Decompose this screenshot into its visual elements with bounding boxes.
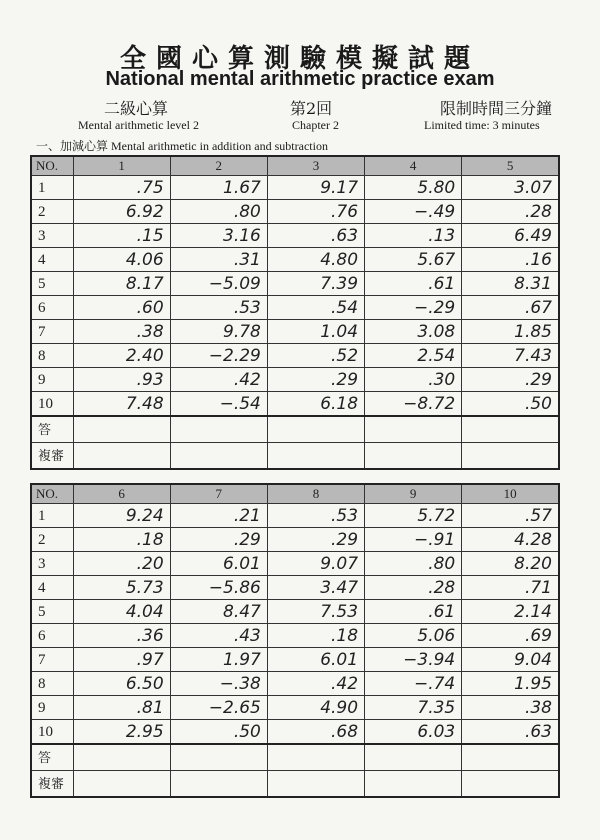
number-cell: −8.72 — [365, 392, 462, 417]
number-cell: .75 — [73, 176, 170, 200]
row-number: 6 — [31, 624, 73, 648]
column-number: 8 — [267, 484, 364, 504]
review-box[interactable] — [365, 443, 462, 470]
number-cell: 6.03 — [365, 720, 462, 745]
number-cell: −2.29 — [170, 344, 267, 368]
number-cell: 6.50 — [73, 672, 170, 696]
number-cell: 8.17 — [73, 272, 170, 296]
number-cell: −2.65 — [170, 696, 267, 720]
column-number: 1 — [73, 156, 170, 176]
number-cell: .29 — [170, 528, 267, 552]
number-cell: .93 — [73, 368, 170, 392]
review-box[interactable] — [462, 771, 559, 798]
number-cell: .21 — [170, 504, 267, 528]
number-cell: .42 — [170, 368, 267, 392]
number-cell: .36 — [73, 624, 170, 648]
problem-row — [31, 648, 559, 672]
number-cell: 6.49 — [462, 224, 559, 248]
number-cell: .61 — [365, 272, 462, 296]
number-cell: .81 — [73, 696, 170, 720]
number-cell: 8.47 — [170, 600, 267, 624]
row-number: 10 — [31, 392, 73, 417]
number-cell: .97 — [73, 648, 170, 672]
answer-box[interactable] — [365, 744, 462, 771]
review-box[interactable] — [170, 443, 267, 470]
review-box[interactable] — [170, 771, 267, 798]
number-cell: 7.48 — [73, 392, 170, 417]
number-cell: 4.06 — [73, 248, 170, 272]
answer-label: 答 — [31, 416, 73, 443]
number-cell: 7.43 — [462, 344, 559, 368]
number-cell: 5.80 — [365, 176, 462, 200]
number-cell: 5.72 — [365, 504, 462, 528]
number-cell: .16 — [462, 248, 559, 272]
number-cell: 4.90 — [267, 696, 364, 720]
number-cell: 1.04 — [267, 320, 364, 344]
number-cell: 5.67 — [365, 248, 462, 272]
row-number: 2 — [31, 528, 73, 552]
number-cell: 1.85 — [462, 320, 559, 344]
row-number: 9 — [31, 696, 73, 720]
problem-row — [31, 248, 559, 272]
row-number: 9 — [31, 368, 73, 392]
column-number: 2 — [170, 156, 267, 176]
answer-row — [31, 416, 559, 443]
row-number: 5 — [31, 600, 73, 624]
number-cell: 9.17 — [267, 176, 364, 200]
number-cell: 3.08 — [365, 320, 462, 344]
number-cell: 2.40 — [73, 344, 170, 368]
row-number: 10 — [31, 720, 73, 745]
review-box[interactable] — [365, 771, 462, 798]
number-cell: .42 — [267, 672, 364, 696]
problem-row — [31, 528, 559, 552]
number-cell: 3.47 — [267, 576, 364, 600]
number-cell: .53 — [267, 504, 364, 528]
header-row — [31, 156, 559, 176]
time-limit-english: Limited time: 3 minutes — [424, 118, 540, 132]
review-row — [31, 771, 559, 798]
number-cell: −.29 — [365, 296, 462, 320]
number-cell: .50 — [462, 392, 559, 417]
no-header: NO. — [31, 484, 73, 504]
number-cell: 1.95 — [462, 672, 559, 696]
problem-row — [31, 320, 559, 344]
row-number: 4 — [31, 248, 73, 272]
problem-row — [31, 176, 559, 200]
number-cell: .50 — [170, 720, 267, 745]
row-number: 2 — [31, 200, 73, 224]
number-cell: 7.53 — [267, 600, 364, 624]
problem-row — [31, 504, 559, 528]
problem-row — [31, 600, 559, 624]
row-number: 5 — [31, 272, 73, 296]
problem-row — [31, 720, 559, 745]
number-cell: .18 — [267, 624, 364, 648]
number-cell: 5.73 — [73, 576, 170, 600]
number-cell: −.54 — [170, 392, 267, 417]
number-cell: .61 — [365, 600, 462, 624]
review-row — [31, 443, 559, 470]
number-cell: 2.14 — [462, 600, 559, 624]
number-cell: .53 — [170, 296, 267, 320]
review-box[interactable] — [73, 771, 170, 798]
answer-box[interactable] — [170, 744, 267, 771]
column-number: 10 — [462, 484, 559, 504]
problem-row — [31, 696, 559, 720]
number-cell: .30 — [365, 368, 462, 392]
row-number: 3 — [31, 552, 73, 576]
problem-table-2 — [30, 483, 560, 798]
row-number: 1 — [31, 176, 73, 200]
row-number: 8 — [31, 344, 73, 368]
answer-box[interactable] — [462, 744, 559, 771]
number-cell: 4.28 — [462, 528, 559, 552]
level-english: Mental arithmetic level 2 — [78, 118, 199, 132]
number-cell: 9.07 — [267, 552, 364, 576]
number-cell: .20 — [73, 552, 170, 576]
answer-box[interactable] — [170, 416, 267, 443]
problem-row — [31, 224, 559, 248]
column-number: 3 — [267, 156, 364, 176]
number-cell: .76 — [267, 200, 364, 224]
problem-row — [31, 552, 559, 576]
number-cell: 2.54 — [365, 344, 462, 368]
problem-row — [31, 344, 559, 368]
answer-box[interactable] — [73, 744, 170, 771]
number-cell: 7.35 — [365, 696, 462, 720]
problem-row — [31, 272, 559, 296]
number-cell: 3.07 — [462, 176, 559, 200]
chapter-chinese: 第2回 — [290, 99, 333, 118]
number-cell: −5.86 — [170, 576, 267, 600]
number-cell: .67 — [462, 296, 559, 320]
number-cell: .68 — [267, 720, 364, 745]
number-cell: .28 — [462, 200, 559, 224]
problem-table-1 — [30, 155, 560, 470]
review-box[interactable] — [73, 443, 170, 470]
level-chinese: 二級心算 — [104, 99, 169, 118]
number-cell: .28 — [365, 576, 462, 600]
number-cell: −.91 — [365, 528, 462, 552]
problem-row — [31, 392, 559, 417]
row-number: 7 — [31, 320, 73, 344]
answer-row — [31, 744, 559, 771]
row-number: 7 — [31, 648, 73, 672]
number-cell: 8.20 — [462, 552, 559, 576]
number-cell: .60 — [73, 296, 170, 320]
time-limit-chinese: 限制時間三分鐘 — [440, 99, 553, 118]
review-box[interactable] — [267, 443, 364, 470]
number-cell: 9.04 — [462, 648, 559, 672]
exam-title-chinese: 全國心算測驗模擬試題 — [119, 44, 480, 74]
column-number: 6 — [73, 484, 170, 504]
column-number: 5 — [462, 156, 559, 176]
row-number: 6 — [31, 296, 73, 320]
number-cell: 5.06 — [365, 624, 462, 648]
answer-box[interactable] — [267, 744, 364, 771]
column-number: 4 — [365, 156, 462, 176]
answer-label: 答 — [31, 744, 73, 771]
number-cell: 4.80 — [267, 248, 364, 272]
row-number: 8 — [31, 672, 73, 696]
number-cell: .31 — [170, 248, 267, 272]
number-cell: .80 — [365, 552, 462, 576]
chapter-english: Chapter 2 — [292, 118, 339, 132]
number-cell: 9.24 — [73, 504, 170, 528]
problem-row — [31, 672, 559, 696]
row-number: 3 — [31, 224, 73, 248]
review-label: 複審 — [31, 443, 73, 470]
review-label: 複審 — [31, 771, 73, 798]
number-cell: .54 — [267, 296, 364, 320]
number-cell: −.38 — [170, 672, 267, 696]
row-number: 4 — [31, 576, 73, 600]
answer-box[interactable] — [73, 416, 170, 443]
number-cell: 4.04 — [73, 600, 170, 624]
number-cell: −3.94 — [365, 648, 462, 672]
answer-box[interactable] — [462, 416, 559, 443]
number-cell: 9.78 — [170, 320, 267, 344]
number-cell: .13 — [365, 224, 462, 248]
review-box[interactable] — [462, 443, 559, 470]
number-cell: .63 — [267, 224, 364, 248]
column-number: 7 — [170, 484, 267, 504]
number-cell: .15 — [73, 224, 170, 248]
problem-row — [31, 624, 559, 648]
number-cell: .38 — [462, 696, 559, 720]
section-title: 一、加減心算 Mental arithmetic in addition and subtraction — [36, 139, 328, 153]
no-header: NO. — [31, 156, 73, 176]
number-cell: 7.39 — [267, 272, 364, 296]
number-cell: .38 — [73, 320, 170, 344]
answer-box[interactable] — [267, 416, 364, 443]
number-cell: 1.67 — [170, 176, 267, 200]
number-cell: .29 — [462, 368, 559, 392]
number-cell: .18 — [73, 528, 170, 552]
number-cell: .80 — [170, 200, 267, 224]
header-row — [31, 484, 559, 504]
row-number: 1 — [31, 504, 73, 528]
number-cell: 6.92 — [73, 200, 170, 224]
number-cell: .57 — [462, 504, 559, 528]
number-cell: 6.01 — [267, 648, 364, 672]
problem-row — [31, 200, 559, 224]
number-cell: 6.01 — [170, 552, 267, 576]
number-cell: .29 — [267, 368, 364, 392]
number-cell: 6.18 — [267, 392, 364, 417]
column-number: 9 — [365, 484, 462, 504]
number-cell: .63 — [462, 720, 559, 745]
review-box[interactable] — [267, 771, 364, 798]
number-cell: .69 — [462, 624, 559, 648]
number-cell: .29 — [267, 528, 364, 552]
number-cell: 8.31 — [462, 272, 559, 296]
number-cell: 2.95 — [73, 720, 170, 745]
number-cell: 3.16 — [170, 224, 267, 248]
number-cell: .71 — [462, 576, 559, 600]
number-cell: 1.97 — [170, 648, 267, 672]
number-cell: −5.09 — [170, 272, 267, 296]
exam-title-english: National mental arithmetic practice exam — [105, 68, 495, 90]
number-cell: .43 — [170, 624, 267, 648]
problem-row — [31, 296, 559, 320]
answer-box[interactable] — [365, 416, 462, 443]
number-cell: −.74 — [365, 672, 462, 696]
number-cell: −.49 — [365, 200, 462, 224]
problem-row — [31, 368, 559, 392]
number-cell: .52 — [267, 344, 364, 368]
problem-row — [31, 576, 559, 600]
